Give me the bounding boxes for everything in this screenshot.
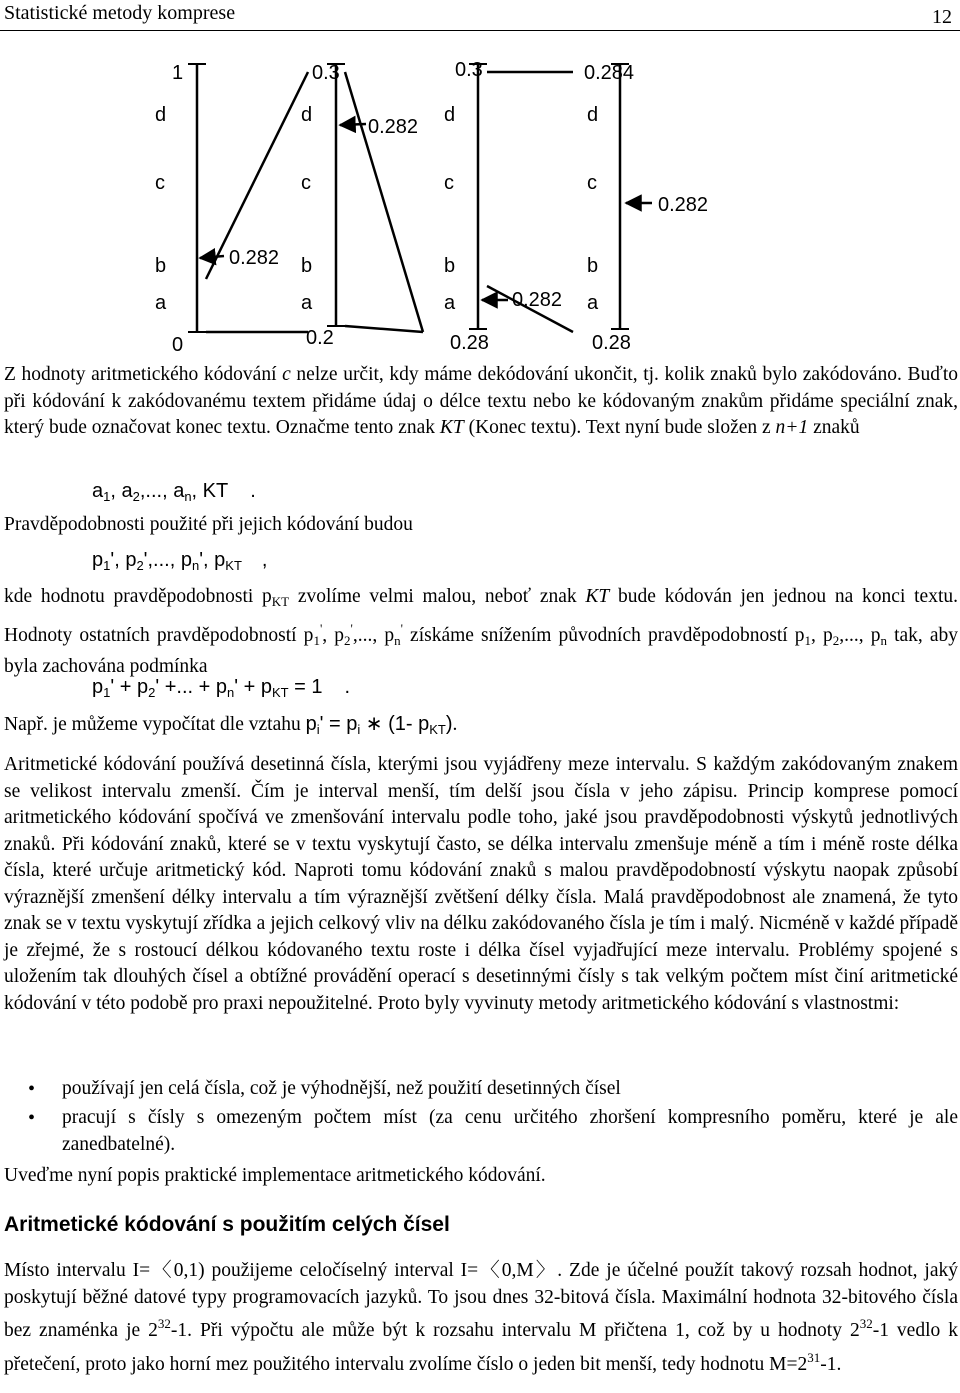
header-title: Statistické metody komprese [4, 2, 236, 24]
bottom-label: 0.28 [592, 332, 631, 354]
arrow [200, 256, 224, 258]
bullet-icon: • [28, 1107, 36, 1129]
formula-line: Např. je můžeme vypočítat dle vztahu $p_i' = p_i$ ∗ (1- $p_{KT}$). [4, 713, 458, 737]
top-label: 0.3 [455, 59, 483, 81]
arrow-label: 0.282 [368, 116, 419, 138]
sum-condition-formula: $p_1' + p_2'$ +... + $p_n' + p_{KT} = 1$ . [92, 676, 351, 700]
symbol-label: b [155, 255, 167, 277]
implementation-intro: Uveďme nyní popis praktické implementace aritmetického kódování. [4, 1165, 546, 1186]
symbol-label: b [301, 255, 313, 277]
symbol-label: b [587, 255, 599, 277]
symbol-label: d [444, 104, 456, 126]
symbol-label: a [587, 292, 599, 314]
symbols-formula: $a_1$, $a_2$,..., $a_n$, KT . [92, 480, 256, 504]
arrow-label: 0.282 [229, 247, 280, 269]
intro-paragraph: Z hodnoty aritmetického kódování c nelze určit, kdy máme dekódování ukončit, tj. kolik znaků bylo zakódováno. Buďto při kódování k zakódovanému textem přidáme údaj o délce textu nebo ke kódovaným znakům přidáme speciální znak, který bude označovat konec textu. Označme tento znak KT (Konec textu). Text nyní bude složen z n+1 znaků [4, 364, 959, 438]
main-paragraph: Aritmetické kódování používá desetinná čísla, kterými jsou vyjádřeny meze intervalu. S každým zakódovaným znakem se velikost intervalu zmenší. Čím je interval menší, tím delší jsou čísla v jeho zápisu. Princip komprese pomocí aritmetického kódování spočívá ve zmenšování intervalu podle toho, jaké jsou pravděpodobnosti výskytů jednotlivých znaků. Při kódování znaků, které se v textu vyskytují často, se délka intervalu zmenšuje méně a tím i méně roste délka čísla, které určuje aritmetický kód. Naproti tomu kódování znaků s malou pravděpodobností výskytu naopak způsobí výraznější zmenšení délky intervalu a tím výraznější zvětšení délky čísla. Malá pravděpodobnost ale znamená, že tyto znak se v textu vyskytují zřídka a jejich celkový vliv na délku zakódovaného čísla je tím i malý. Nicméně v každé případě je zřejmé, že s rostoucí délkou kódovaného textu roste i délka čísel vyjadřující meze intervalu. Problémy spojené s uložením tak dlouhých čísel a obtížné provádění operací s desetinnými čísly s tak velkým počtem míst činí aritmetické kódování v této podobě pro praxi nepoužitelné. Proto byly vyvinuty metody aritmetického kódování s vlastnostmi: [4, 754, 958, 1014]
bottom-label: 0.2 [306, 327, 334, 349]
symbol-label: a [301, 292, 313, 314]
top-label: 1 [172, 62, 184, 84]
kt-paragraph: kde hodnotu pravděpodobnosti $p_{KT}$ zvolíme velmi malou, neboť znak KT bude kódován jen jednou na konci textu. Hodnoty ostatních pravděpodobností $p_1'$, $p_2'$,..., $p_n'$ získáme snížením původních pravděpodobností $p_1$, $p_2$,..., $p_n$ tak, aby byla zachována podmínka [4, 586, 959, 677]
symbol-label: a [155, 292, 167, 314]
arrow-label: 0.282 [658, 194, 709, 216]
zoom-line [345, 72, 423, 332]
symbol-label: c [155, 172, 165, 194]
bottom-label: 0.28 [450, 332, 489, 354]
arithmetic-coding-interval-diagram [0, 36, 960, 358]
page-number: 12 [932, 6, 952, 28]
symbol-label: c [444, 172, 454, 194]
symbol-label: a [444, 292, 456, 314]
top-label: 0.3 [312, 62, 340, 84]
symbol-label: d [587, 104, 599, 126]
probabilities-line: Pravděpodobnosti použité při jejich kódování budou [4, 514, 413, 535]
symbol-label: c [301, 172, 311, 194]
integer-paragraph: Místo intervalu I=〈0,1) použijeme celočíselný interval I=〈0,M〉. Zde je účelné použít takový rozsah hodnot, jaký poskytují běžné datové typy programovacích jazyků. To jsou dnes 32-bitová čísla. Maximální hodnota 32-bitového čísla bez znaménka je $2^{32}-1$. Při výpočtu ale může být k rozsahu intervalu M přičtena 1, což by u hodnoty $2^{32}-1$ vedlo k přetečení, proto jako horní mez použitého intervalu zvolíme číslo o jeden bit menší, tedy hodnotu $M=2^{31}-1$. [4, 1260, 958, 1375]
top-label: 0.284 [584, 62, 635, 84]
symbol-label: c [587, 172, 597, 194]
arrow-label: 0.282 [512, 289, 563, 311]
bullet-icon: • [28, 1078, 36, 1100]
section-heading: Aritmetické kódování s použitím celých čísel [4, 1213, 450, 1236]
symbol-label: d [301, 104, 313, 126]
symbol-label: b [444, 255, 456, 277]
probabilities-formula: $p_1'$, $p_2'$,..., $p_n'$, $p_{KT}$ , [92, 549, 268, 573]
arrow [340, 124, 366, 125]
zoom-line [345, 326, 423, 332]
page-header [0, 0, 960, 31]
bottom-label: 0 [172, 334, 184, 356]
symbol-label: d [155, 104, 167, 126]
